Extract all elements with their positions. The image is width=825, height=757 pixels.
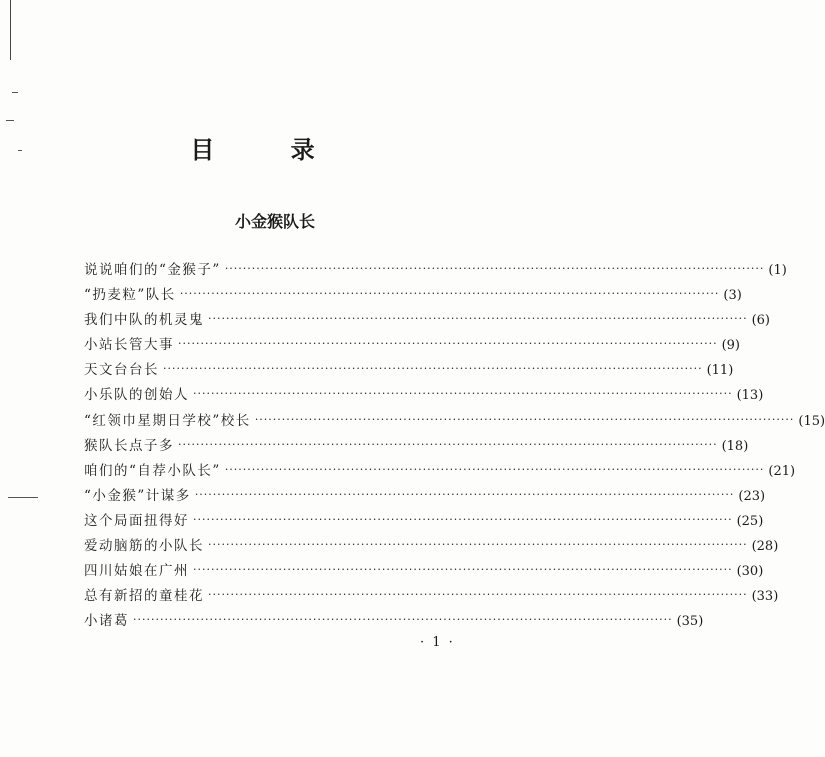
toc-entry-title: 猴队长点子多 bbox=[84, 437, 174, 454]
dot-leader: ························································································································ bbox=[179, 287, 720, 301]
toc-entry[interactable] bbox=[84, 534, 779, 559]
dot-leader: ························································································································ bbox=[178, 337, 718, 351]
toc-entry-page: (23) bbox=[738, 488, 766, 504]
toc-entry[interactable] bbox=[84, 358, 734, 383]
dot-leader: ························································································································ bbox=[194, 487, 735, 501]
dot-leader: ························································································································ bbox=[224, 462, 765, 476]
page-title: 目 录 bbox=[190, 136, 349, 164]
scan-speck bbox=[12, 92, 18, 93]
toc-entry-title: 总有新招的童桂花 bbox=[84, 588, 204, 605]
section-title: 小金猴队长 bbox=[234, 212, 315, 231]
table-of-contents bbox=[84, 258, 825, 634]
toc-entry[interactable] bbox=[84, 409, 825, 434]
toc-entry-page: (9) bbox=[721, 338, 741, 354]
page-number: · 1 · bbox=[420, 635, 455, 650]
dot-leader: ························································································································ bbox=[133, 613, 673, 627]
toc-entry-title: 这个局面扭得好 bbox=[84, 512, 189, 529]
toc-entry-page: (25) bbox=[736, 513, 764, 529]
toc-entry[interactable] bbox=[84, 459, 796, 484]
toc-entry[interactable] bbox=[84, 258, 787, 283]
toc-entry[interactable] bbox=[84, 308, 771, 333]
dot-leader: ························································································································ bbox=[208, 538, 748, 552]
toc-entry-page: (15) bbox=[798, 413, 825, 429]
dot-leader: ························································································································ bbox=[208, 588, 748, 602]
toc-entry-title: 咱们的“自荐小队长” bbox=[84, 462, 221, 479]
dot-leader: ························································································································ bbox=[193, 512, 733, 526]
scan-speck bbox=[6, 120, 14, 121]
toc-entry-page: (35) bbox=[676, 614, 704, 630]
toc-entry-title: “扔麦粒”队长 bbox=[84, 287, 176, 304]
toc-entry-page: (18) bbox=[721, 438, 749, 454]
dot-leader: ························································································································ bbox=[193, 563, 733, 577]
dot-leader: ························································································································ bbox=[208, 312, 748, 326]
toc-entry-title: 我们中队的机灵鬼 bbox=[84, 312, 204, 329]
toc-entry-page: (33) bbox=[751, 589, 779, 605]
toc-entry-page: (28) bbox=[751, 539, 779, 555]
toc-entry[interactable] bbox=[84, 434, 749, 459]
dot-leader: ························································································································ bbox=[193, 387, 733, 401]
toc-entry-page: (6) bbox=[751, 313, 771, 329]
toc-entry[interactable] bbox=[84, 609, 704, 634]
toc-entry[interactable] bbox=[84, 283, 742, 308]
toc-entry-page: (30) bbox=[736, 564, 764, 580]
dot-leader: ························································································································ bbox=[163, 362, 703, 376]
toc-entry-title: “小金猴”计谋多 bbox=[84, 487, 191, 504]
toc-entry-page: (21) bbox=[768, 463, 796, 479]
toc-entry-title: 小站长管大事 bbox=[84, 337, 174, 354]
toc-entry-title: 四川姑娘在广州 bbox=[84, 563, 189, 580]
dot-leader: ························································································································ bbox=[224, 262, 765, 275]
toc-entry[interactable] bbox=[84, 333, 741, 358]
scan-speck bbox=[8, 497, 38, 498]
toc-entry-page: (11) bbox=[706, 363, 734, 379]
toc-entry[interactable] bbox=[84, 584, 779, 609]
toc-entry[interactable] bbox=[84, 484, 766, 509]
dot-leader: ························································································································ bbox=[254, 412, 795, 426]
toc-entry-title: 爱动脑筋的小队长 bbox=[84, 538, 204, 555]
toc-entry-title: 小诸葛 bbox=[84, 613, 129, 630]
toc-entry-title: “红领巾星期日学校”校长 bbox=[84, 412, 251, 429]
toc-entry-title: 小乐队的创始人 bbox=[84, 387, 189, 404]
toc-entry[interactable] bbox=[84, 509, 764, 534]
page-edge-line bbox=[10, 0, 11, 60]
toc-entry-page: (13) bbox=[736, 388, 764, 404]
toc-entry-title: 天文台台长 bbox=[84, 362, 159, 379]
toc-entry[interactable] bbox=[84, 559, 764, 584]
toc-entry-page: (3) bbox=[723, 288, 742, 304]
toc-entry[interactable] bbox=[84, 383, 764, 408]
dot-leader: ························································································································ bbox=[178, 437, 718, 451]
toc-entry-page: (1) bbox=[768, 263, 787, 278]
toc-entry-title: 说说咱们的“金猴子” bbox=[84, 262, 221, 278]
